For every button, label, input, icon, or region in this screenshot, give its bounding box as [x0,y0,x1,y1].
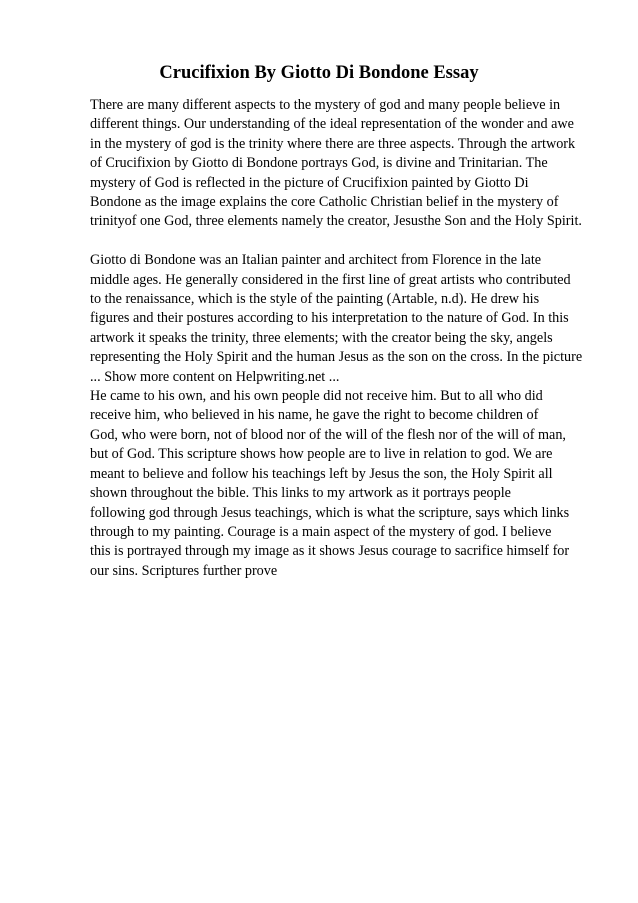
text-line: figures and their postures according to his interpretation to the nature of God. In this [90,310,569,327]
text-line: mystery of God is reflected in the picture of Crucifixion painted by Giotto Di [90,174,529,191]
text-line: There are many different aspects to the mystery of god and many people believe in [90,97,561,113]
text-line: Bondone as the image explains the core Catholic Christian belief in the mystery of [90,194,559,211]
text-line: artwork it speaks the trinity, three elements; with the creator being the sky, angels [90,329,553,346]
text-line: He came to his own, and his own people did not receive him. But to all who did [90,388,543,405]
document-title: Crucifixion By Giotto Di Bondone Essay [159,63,479,83]
text-line: representing the Holy Spirit and the human Jesus as the son on the cross. In the picture [90,349,583,366]
text-line: middle ages. He generally considered in the first line of great artists who contributed [90,271,571,288]
paragraph-1 [90,96,610,232]
paragraph-2 [90,251,610,581]
text-line: but of God. This scripture shows how people are to live in relation to god. We are [90,446,553,463]
text-line: following god through Jesus teachings, which is what the scripture, says which links [90,504,570,521]
text-line: our sins. Scriptures further prove [90,562,278,579]
show-more-line: ... Show more content on Helpwriting.net ... [90,368,340,385]
text-line: trinityof one God, three elements namely the creator, Jesusthe Son and the Holy Spirit. [90,213,582,230]
text-line: different things. Our understanding of the ideal representation of the wonder and awe [90,116,574,133]
text-line: this is portrayed through my image as it shows Jesus courage to sacrifice himself for [90,543,570,560]
text-line: in the mystery of god is the trinity where there are three aspects. Through the artwork [90,135,576,152]
text-line: shown throughout the bible. This links to my artwork as it portrays people [90,485,511,502]
text-line: God, who were born, not of blood nor of the will of the flesh nor of the will of man, [90,426,566,443]
document-body [90,96,610,581]
text-line: to the renaissance, which is the style of the painting (Artable, n.d). He drew his [90,291,540,308]
text-line: of Crucifixion by Giotto di Bondone portrays God, is divine and Trinitarian. The [90,155,548,172]
text-line: through to my painting. Courage is a main aspect of the mystery of god. I believe [90,523,552,540]
text-line: receive him, who believed in his name, he gave the right to become children of [90,407,539,424]
text-line: meant to believe and follow his teachings left by Jesus the son, the Holy Spirit all [90,465,553,482]
text-line: Giotto di Bondone was an Italian painter and architect from Florence in the late [90,252,542,269]
